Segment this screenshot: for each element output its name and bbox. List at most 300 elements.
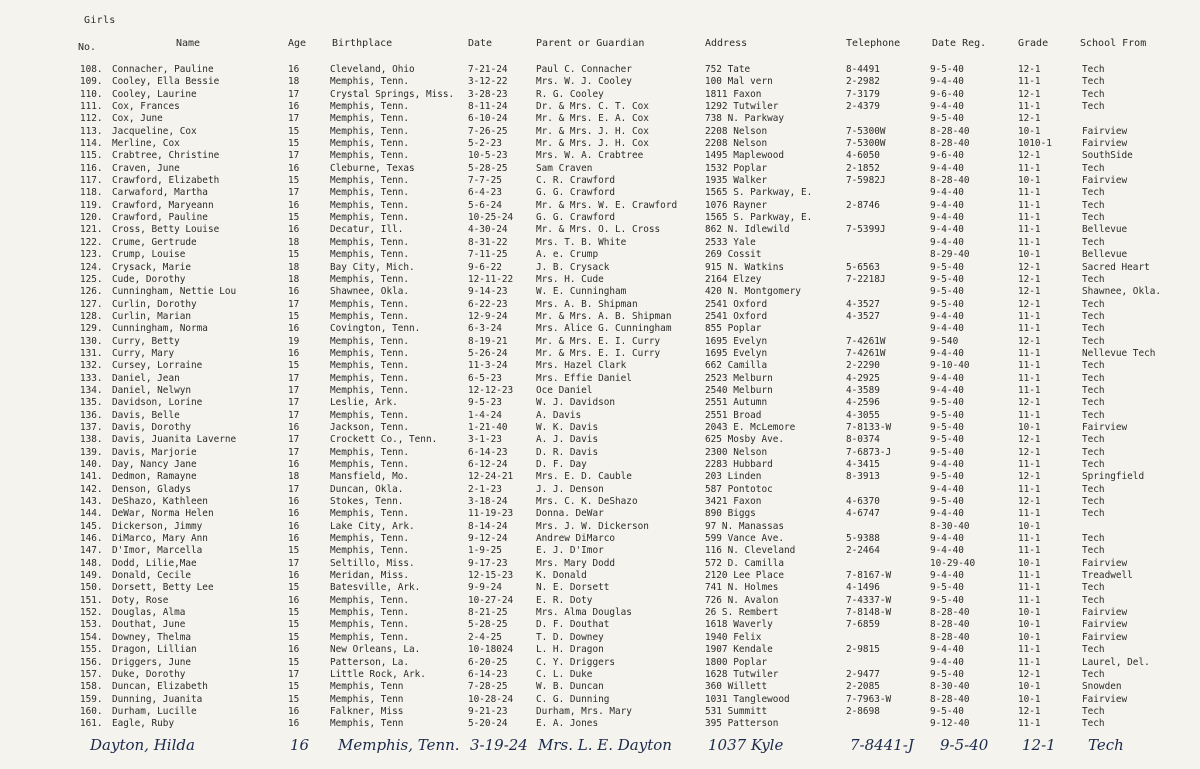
table-row xyxy=(0,64,1200,76)
birthplace: Memphis, Tenn. xyxy=(330,212,410,224)
school-from: Tech xyxy=(1082,187,1105,199)
address: 738 N. Parkway xyxy=(705,113,785,125)
student-age: 17 xyxy=(288,113,300,125)
student-age: 15 xyxy=(288,125,300,137)
grade: 10-1 xyxy=(1018,619,1041,631)
date-registered: 9-4-40 xyxy=(930,310,964,322)
birth-date: 9-21-23 xyxy=(468,705,508,717)
birthplace: Memphis, Tenn. xyxy=(330,372,410,384)
birth-date: 3-18-24 xyxy=(468,496,508,508)
section-title: Girls xyxy=(84,15,116,26)
student-age: 15 xyxy=(288,249,300,261)
grade: 10-1 xyxy=(1018,557,1041,569)
student-age: 17 xyxy=(288,446,300,458)
birthplace: Shawnee, Okla. xyxy=(330,286,410,298)
telephone: 7-6859 xyxy=(846,619,880,631)
birthplace: New Orleans, La. xyxy=(330,644,421,656)
date-registered: 9-4-40 xyxy=(930,76,964,88)
address: 741 N. Holmes xyxy=(705,582,779,594)
table-row xyxy=(0,224,1200,236)
telephone: 7-5399J xyxy=(846,224,886,236)
handwritten-parent: Mrs. L. E. Dayton xyxy=(538,736,672,754)
table-row xyxy=(0,311,1200,323)
student-age: 16 xyxy=(288,199,300,211)
date-registered: 9-6-40 xyxy=(930,150,964,162)
student-age: 16 xyxy=(288,496,300,508)
date-registered: 8-30-40 xyxy=(930,681,970,693)
student-name: Doty, Rose xyxy=(112,594,169,606)
address: 2120 Lee Place xyxy=(705,570,785,582)
date-registered: 9-4-40 xyxy=(930,508,964,520)
birthplace: Batesville, Ark. xyxy=(330,582,421,594)
student-name: Crawford, Maryeann xyxy=(112,199,214,211)
handwritten-name: Dayton, Hilda xyxy=(90,736,195,754)
parent-guardian: Dr. & Mrs. C. T. Cox xyxy=(536,101,649,113)
date-registered: 9-5-40 xyxy=(930,298,964,310)
student-age: 15 xyxy=(288,138,300,150)
student-age: 16 xyxy=(288,508,300,520)
address: 1618 Waverly xyxy=(705,619,773,631)
address: 360 Willett xyxy=(705,681,768,693)
date-registered: 9-5-40 xyxy=(930,434,964,446)
date-registered: 9-10-40 xyxy=(930,360,970,372)
student-age: 18 xyxy=(288,261,300,273)
birthplace: Patterson, La. xyxy=(330,656,410,668)
parent-guardian: Mrs. Alice G. Cunningham xyxy=(536,323,672,335)
student-name: Cooley, Laurine xyxy=(112,88,197,100)
parent-guardian: Mrs. T. B. White xyxy=(536,236,627,248)
grade: 11-1 xyxy=(1018,187,1041,199)
parent-guardian: Mrs. Hazel Clark xyxy=(536,360,627,372)
header-address: Address xyxy=(705,38,748,49)
student-age: 17 xyxy=(288,483,300,495)
birth-date: 3-1-23 xyxy=(468,434,502,446)
telephone: 2-8698 xyxy=(846,705,880,717)
school-from: Tech xyxy=(1082,644,1105,656)
student-age: 15 xyxy=(288,681,300,693)
row-number: 130. xyxy=(80,335,103,347)
student-age: 16 xyxy=(288,224,300,236)
grade: 11-1 xyxy=(1018,533,1041,545)
table-row xyxy=(0,533,1200,545)
birth-date: 9-6-22 xyxy=(468,261,502,273)
date-registered: 9-4-40 xyxy=(930,533,964,545)
student-name: Cox, Frances xyxy=(112,101,180,113)
parent-guardian: A. e. Crump xyxy=(536,249,599,261)
parent-guardian: Sam Craven xyxy=(536,162,593,174)
birth-date: 6-20-25 xyxy=(468,656,508,668)
parent-guardian: Durham, Mrs. Mary xyxy=(536,705,632,717)
birth-date: 11-3-24 xyxy=(468,360,508,372)
student-age: 15 xyxy=(288,693,300,705)
row-number: 120. xyxy=(80,212,103,224)
parent-guardian: Mrs. Mary Dodd xyxy=(536,557,616,569)
school-from: Shawnee, Okla. xyxy=(1082,286,1162,298)
birth-date: 5-26-24 xyxy=(468,347,508,359)
date-registered: 9-4-40 xyxy=(930,483,964,495)
handwritten-address: 1037 Kyle xyxy=(708,736,784,754)
date-registered: 9-4-40 xyxy=(930,347,964,359)
header-name: Name xyxy=(176,38,201,49)
telephone: 4-6050 xyxy=(846,150,880,162)
telephone: 2-9477 xyxy=(846,668,880,680)
grade: 11-1 xyxy=(1018,236,1041,248)
student-age: 18 xyxy=(288,273,300,285)
birthplace: Memphis, Tenn. xyxy=(330,249,410,261)
birth-date: 6-10-24 xyxy=(468,113,508,125)
header-school: School From xyxy=(1080,38,1147,49)
birthplace: Memphis, Tenn. xyxy=(330,384,410,396)
student-name: DeShazo, Kathleen xyxy=(112,496,208,508)
row-number: 141. xyxy=(80,471,103,483)
row-number: 156. xyxy=(80,656,103,668)
student-name: Dickerson, Jimmy xyxy=(112,520,203,532)
grade: 11-1 xyxy=(1018,594,1041,606)
school-from: Fairview xyxy=(1082,175,1128,187)
birthplace: Memphis, Tenn. xyxy=(330,150,410,162)
row-number: 150. xyxy=(80,582,103,594)
student-age: 16 xyxy=(288,594,300,606)
school-from: Tech xyxy=(1082,64,1105,75)
table-row xyxy=(0,521,1200,533)
telephone: 4-3527 xyxy=(846,298,880,310)
grade: 11-1 xyxy=(1018,372,1041,384)
address: 1907 Kendale xyxy=(705,644,773,656)
birth-date: 2-1-23 xyxy=(468,483,502,495)
row-number: 136. xyxy=(80,409,103,421)
student-name: Crume, Gertrude xyxy=(112,236,197,248)
telephone: 5-9388 xyxy=(846,533,880,545)
parent-guardian: Andrew DiMarco xyxy=(536,533,616,545)
parent-guardian: D. F. Day xyxy=(536,459,587,470)
grade: 10-1 xyxy=(1018,175,1041,187)
student-name: Dedmon, Ramayne xyxy=(112,471,197,483)
grade: 10-1 xyxy=(1018,693,1041,705)
table-row xyxy=(0,397,1200,409)
student-age: 16 xyxy=(288,718,300,730)
telephone: 2-1852 xyxy=(846,162,880,174)
address: 587 Pontotoc xyxy=(705,483,773,495)
date-registered: 8-29-40 xyxy=(930,249,970,261)
row-number: 112. xyxy=(80,113,103,125)
grade: 11-1 xyxy=(1018,545,1041,557)
handwritten-age: 16 xyxy=(290,736,310,754)
student-name: Curry, Mary xyxy=(112,347,175,359)
grade: 12-1 xyxy=(1018,113,1041,125)
date-registered: 9-5-40 xyxy=(930,286,964,298)
school-from: Fairview xyxy=(1082,693,1128,705)
parent-guardian: W. J. Davidson xyxy=(536,397,616,409)
school-from: SouthSide xyxy=(1082,150,1133,162)
student-name: Dragon, Lillian xyxy=(112,644,197,656)
address: 2541 Oxford xyxy=(705,310,768,322)
table-row xyxy=(0,274,1200,286)
address: 726 N. Avalon xyxy=(705,594,779,606)
school-from: Tech xyxy=(1082,273,1105,285)
school-from: Tech xyxy=(1082,384,1105,396)
telephone: 2-2464 xyxy=(846,545,880,557)
parent-guardian: Mrs. E. D. Cauble xyxy=(536,471,632,483)
birthplace: Memphis, Tenn. xyxy=(330,76,410,88)
date-registered: 9-4-40 xyxy=(930,372,964,384)
table-row xyxy=(0,89,1200,101)
handwritten-date-reg: 9-5-40 xyxy=(940,736,989,754)
table-row xyxy=(0,694,1200,706)
school-from: Tech xyxy=(1082,594,1105,606)
row-number: 138. xyxy=(80,434,103,446)
row-number: 117. xyxy=(80,175,103,187)
student-age: 16 xyxy=(288,286,300,298)
birth-date: 9-14-23 xyxy=(468,286,508,298)
school-from: Tech xyxy=(1082,323,1105,335)
grade: 12-1 xyxy=(1018,88,1041,100)
date-registered: 9-6-40 xyxy=(930,88,964,100)
grade: 12-1 xyxy=(1018,705,1041,717)
address: 2208 Nelson xyxy=(705,125,768,137)
date-registered: 9-5-40 xyxy=(930,273,964,285)
address: 915 N. Watkins xyxy=(705,261,785,273)
birthplace: Memphis, Tenn xyxy=(330,681,404,693)
address: 1565 S. Parkway, E. xyxy=(705,212,813,224)
student-age: 17 xyxy=(288,150,300,162)
grade: 11-1 xyxy=(1018,409,1041,421)
telephone: 2-8746 xyxy=(846,199,880,211)
address: 395 Patterson xyxy=(705,718,779,730)
grade: 11-1 xyxy=(1018,347,1041,359)
row-number: 109. xyxy=(80,76,103,88)
student-age: 16 xyxy=(288,162,300,174)
address: 97 N. Manassas xyxy=(705,520,785,532)
handwritten-entry xyxy=(0,728,1200,762)
birthplace: Memphis, Tenn. xyxy=(330,199,410,211)
parent-guardian: C. Y. Driggers xyxy=(536,656,616,668)
birth-date: 5-2-23 xyxy=(468,138,502,150)
birthplace: Memphis, Tenn. xyxy=(330,631,410,643)
table-row xyxy=(0,150,1200,162)
birth-date: 4-30-24 xyxy=(468,224,508,236)
student-age: 19 xyxy=(288,335,300,347)
row-number: 123. xyxy=(80,249,103,261)
address: 116 N. Cleveland xyxy=(705,545,796,557)
school-from: Snowden xyxy=(1082,681,1122,693)
grade: 12-1 xyxy=(1018,496,1041,508)
telephone: 7-8148-W xyxy=(846,607,892,619)
date-registered: 9-12-40 xyxy=(930,718,970,730)
table-row xyxy=(0,619,1200,631)
telephone: 7-6873-J xyxy=(846,446,892,458)
birth-date: 6-14-23 xyxy=(468,668,508,680)
grade: 11-1 xyxy=(1018,483,1041,495)
table-row xyxy=(0,558,1200,570)
student-age: 16 xyxy=(288,323,300,335)
row-number: 127. xyxy=(80,298,103,310)
birth-date: 12-15-23 xyxy=(468,570,514,582)
grade: 12-1 xyxy=(1018,64,1041,75)
address: 599 Vance Ave. xyxy=(705,533,785,545)
table-row xyxy=(0,336,1200,348)
school-from: Tech xyxy=(1082,162,1105,174)
parent-guardian: J. B. Crysack xyxy=(536,261,610,273)
student-name: Jacqueline, Cox xyxy=(112,125,197,137)
table-row xyxy=(0,632,1200,644)
birthplace: Memphis, Tenn. xyxy=(330,459,410,470)
parent-guardian: J. J. Denson xyxy=(536,483,604,495)
birthplace: Memphis, Tenn. xyxy=(330,446,410,458)
school-from: Fairview xyxy=(1082,631,1128,643)
birthplace: Memphis, Tenn. xyxy=(330,175,410,187)
grade: 12-1 xyxy=(1018,446,1041,458)
school-from: Tech xyxy=(1082,459,1105,470)
school-from: Tech xyxy=(1082,298,1105,310)
row-number: 139. xyxy=(80,446,103,458)
grade: 12-1 xyxy=(1018,286,1041,298)
table-row xyxy=(0,138,1200,150)
student-name: Crysack, Marie xyxy=(112,261,192,273)
grade: 11-1 xyxy=(1018,459,1041,470)
address: 662 Camilla xyxy=(705,360,768,372)
date-registered: 9-5-40 xyxy=(930,705,964,717)
table-row xyxy=(0,237,1200,249)
telephone: 7-5982J xyxy=(846,175,886,187)
birth-date: 11-19-23 xyxy=(468,508,514,520)
date-registered: 9-4-40 xyxy=(930,644,964,656)
student-name: Davis, Dorothy xyxy=(112,421,192,433)
parent-guardian: C. R. Crawford xyxy=(536,175,616,187)
grade: 11-1 xyxy=(1018,582,1041,594)
school-from: Springfield xyxy=(1082,471,1145,483)
table-row xyxy=(0,249,1200,261)
row-number: 140. xyxy=(80,459,103,470)
header-date-reg: Date Reg. xyxy=(932,38,987,49)
birthplace: Memphis, Tenn. xyxy=(330,113,410,125)
header-grade: Grade xyxy=(1018,38,1049,49)
parent-guardian: Mrs. Alma Douglas xyxy=(536,607,632,619)
parent-guardian: Mr. & Mrs. J. H. Cox xyxy=(536,125,649,137)
birthplace: Memphis, Tenn. xyxy=(330,187,410,199)
birthplace: Memphis, Tenn. xyxy=(330,236,410,248)
date-registered: 9-4-40 xyxy=(930,199,964,211)
row-number: 110. xyxy=(80,88,103,100)
school-from: Tech xyxy=(1082,236,1105,248)
school-from: Bellevue xyxy=(1082,224,1128,236)
address: 3421 Faxon xyxy=(705,496,762,508)
student-name: Day, Nancy Jane xyxy=(112,459,197,470)
birthplace: Covington, Tenn. xyxy=(330,323,421,335)
school-from: Tech xyxy=(1082,397,1105,409)
parent-guardian: G. G. Crawford xyxy=(536,212,616,224)
birthplace: Memphis, Tenn. xyxy=(330,533,410,545)
student-name: Driggers, June xyxy=(112,656,192,668)
student-age: 17 xyxy=(288,434,300,446)
date-registered: 9-4-40 xyxy=(930,459,964,470)
student-name: Douthat, June xyxy=(112,619,186,631)
student-age: 15 xyxy=(288,631,300,643)
row-number: 113. xyxy=(80,125,103,137)
student-age: 17 xyxy=(288,397,300,409)
table-row xyxy=(0,175,1200,187)
row-number: 125. xyxy=(80,273,103,285)
school-from: Fairview xyxy=(1082,619,1128,631)
parent-guardian: Mrs. C. K. DeShazo xyxy=(536,496,638,508)
telephone: 4-1496 xyxy=(846,582,880,594)
address: 625 Mosby Ave. xyxy=(705,434,785,446)
parent-guardian: Mrs. J. W. Dickerson xyxy=(536,520,649,532)
address: 2043 E. McLemore xyxy=(705,421,796,433)
table-row xyxy=(0,595,1200,607)
address: 1940 Felix xyxy=(705,631,762,643)
birth-date: 6-22-23 xyxy=(468,298,508,310)
student-name: DiMarco, Mary Ann xyxy=(112,533,208,545)
student-age: 15 xyxy=(288,582,300,594)
handwritten-date: 3-19-24 xyxy=(470,736,528,754)
telephone: 2-2085 xyxy=(846,681,880,693)
table-row xyxy=(0,471,1200,483)
birthplace: Memphis, Tenn. xyxy=(330,607,410,619)
telephone: 4-6747 xyxy=(846,508,880,520)
grade: 10-1 xyxy=(1018,421,1041,433)
birthplace: Memphis, Tenn. xyxy=(330,508,410,520)
row-number: 158. xyxy=(80,681,103,693)
grade: 11-1 xyxy=(1018,224,1041,236)
birth-date: 9-9-24 xyxy=(468,582,502,594)
header-telephone: Telephone xyxy=(846,38,901,49)
student-age: 15 xyxy=(288,212,300,224)
grade: 10-1 xyxy=(1018,631,1041,643)
birth-date: 9-17-23 xyxy=(468,557,508,569)
school-from: Tech xyxy=(1082,101,1105,113)
parent-guardian: Mr. & Mrs. A. B. Shipman xyxy=(536,310,672,322)
birth-date: 10-18024 xyxy=(468,644,514,656)
birthplace: Stokes, Tenn. xyxy=(330,496,404,508)
parent-guardian: Mrs. A. B. Shipman xyxy=(536,298,638,310)
address: 1811 Faxon xyxy=(705,88,762,100)
address: 572 D. Camilla xyxy=(705,557,785,569)
table-row xyxy=(0,434,1200,446)
birthplace: Memphis, Tenn. xyxy=(330,360,410,372)
birthplace: Meridan, Miss. xyxy=(330,570,410,582)
row-number: 143. xyxy=(80,496,103,508)
school-from: Nellevue Tech xyxy=(1082,347,1156,359)
date-registered: 9-5-40 xyxy=(930,446,964,458)
row-number: 144. xyxy=(80,508,103,520)
telephone: 4-6370 xyxy=(846,496,880,508)
table-row xyxy=(0,508,1200,520)
birth-date: 1-9-25 xyxy=(468,545,502,557)
table-row xyxy=(0,360,1200,372)
address: 1628 Tutwiler xyxy=(705,668,779,680)
table-row xyxy=(0,373,1200,385)
student-name: Connacher, Pauline xyxy=(112,64,214,75)
address: 1076 Rayner xyxy=(705,199,768,211)
school-from: Fairview xyxy=(1082,557,1128,569)
table-row xyxy=(0,607,1200,619)
grade: 10-1 xyxy=(1018,249,1041,261)
birth-date: 1-21-40 xyxy=(468,421,508,433)
birthplace: Memphis, Tenn xyxy=(330,693,404,705)
grade: 12-1 xyxy=(1018,298,1041,310)
birthplace: Memphis, Tenn. xyxy=(330,138,410,150)
row-number: 115. xyxy=(80,150,103,162)
parent-guardian: W. B. Duncan xyxy=(536,681,604,693)
row-number: 157. xyxy=(80,668,103,680)
address: 2551 Autumn xyxy=(705,397,768,409)
row-number: 111. xyxy=(80,101,103,113)
school-from: Bellevue xyxy=(1082,249,1128,261)
birth-date: 9-5-23 xyxy=(468,397,502,409)
student-age: 18 xyxy=(288,236,300,248)
header-date: Date xyxy=(468,38,493,49)
parent-guardian: K. Donald xyxy=(536,570,587,582)
